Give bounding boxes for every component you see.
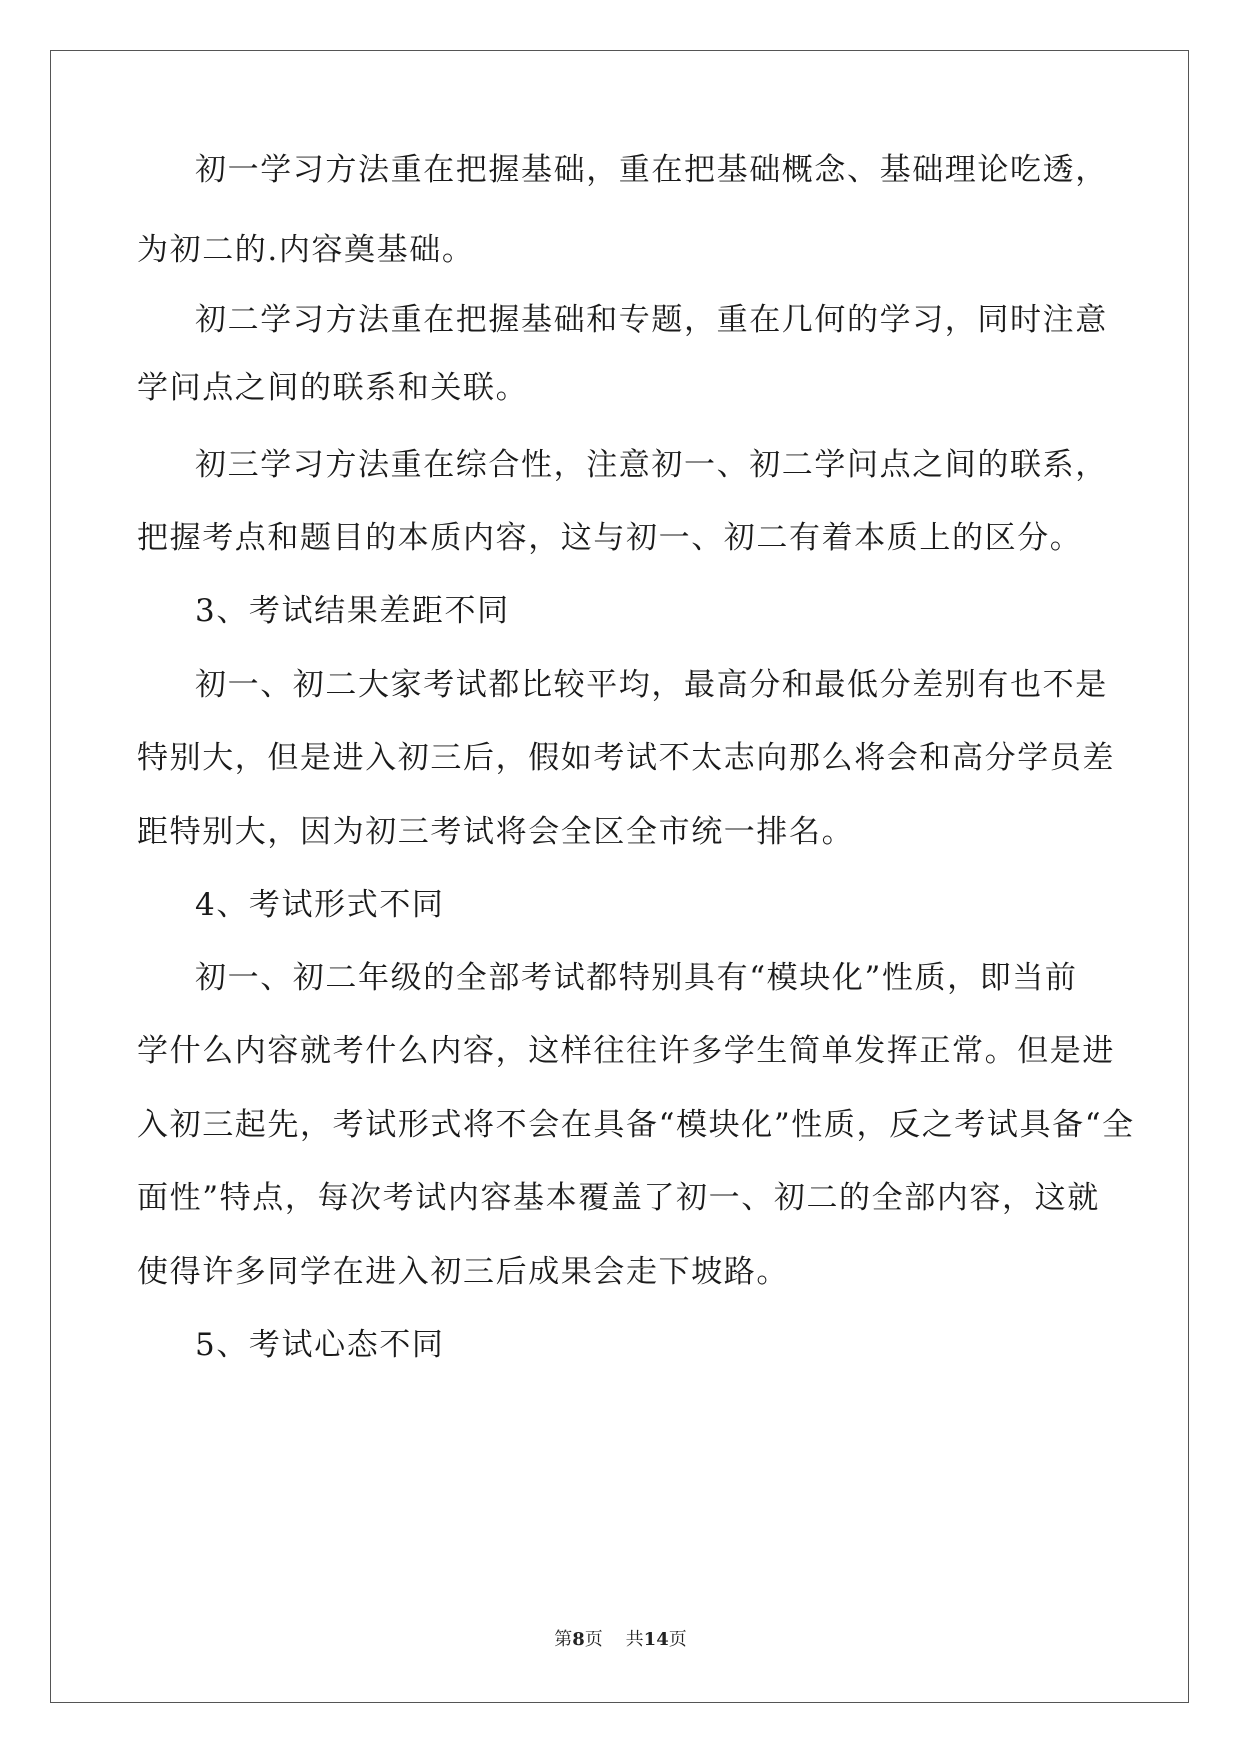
paragraph-line: 学什么内容就考什么内容，这样往往许多学生简单发挥正常。但是进 — [137, 1033, 1115, 1069]
paragraph-line: 距特别大，因为初三考试将会全区全市统一排名。 — [137, 814, 855, 850]
paragraph-line: 初二学习方法重在把握基础和专题，重在几何的学习，同时注意 — [195, 302, 1108, 338]
paragraph-line: 入初三起先，考试形式将不会在具备“模块化”性质，反之考试具备“全 — [137, 1107, 1135, 1143]
page-border — [50, 50, 1189, 1703]
paragraph-line: 把握考点和题目的本质内容，这与初一、初二有着本质上的区分。 — [137, 520, 1083, 556]
paragraph-line: 初三学习方法重在综合性，注意初一、初二学问点之间的联系， — [195, 447, 1108, 483]
paragraph-line: 初一学习方法重在把握基础，重在把基础概念、基础理论吃透， — [195, 152, 1108, 188]
page-footer — [0, 1629, 1241, 1651]
page-total: 14 — [643, 1629, 669, 1650]
total-prefix: 共 — [625, 1629, 644, 1650]
paragraph-line: 初一、初二大家考试都比较平均，最高分和最低分差别有也不是 — [195, 667, 1108, 703]
paragraph-line: 初一、初二年级的全部考试都特别具有“模块化”性质，即当前 — [195, 960, 1078, 996]
section-heading: 4、考试形式不同 — [195, 887, 445, 923]
paragraph-line: 特别大，但是进入初三后，假如考试不太志向那么将会和高分学员差 — [137, 740, 1115, 776]
page-suffix: 页 — [584, 1629, 603, 1650]
paragraph-line: 面性”特点，每次考试内容基本覆盖了初一、初二的全部内容，这就 — [137, 1180, 1100, 1216]
page-current: 8 — [572, 1629, 585, 1650]
paragraph-line: 为初二的.内容奠基础。 — [137, 232, 475, 268]
section-heading: 5、考试心态不同 — [195, 1327, 445, 1363]
page-prefix: 第 — [554, 1629, 573, 1650]
paragraph-line: 学问点之间的联系和关联。 — [137, 370, 529, 406]
section-heading: 3、考试结果差距不同 — [195, 593, 510, 629]
total-suffix: 页 — [668, 1629, 687, 1650]
paragraph-line: 使得许多同学在进入初三后成果会走下坡路。 — [137, 1254, 789, 1290]
